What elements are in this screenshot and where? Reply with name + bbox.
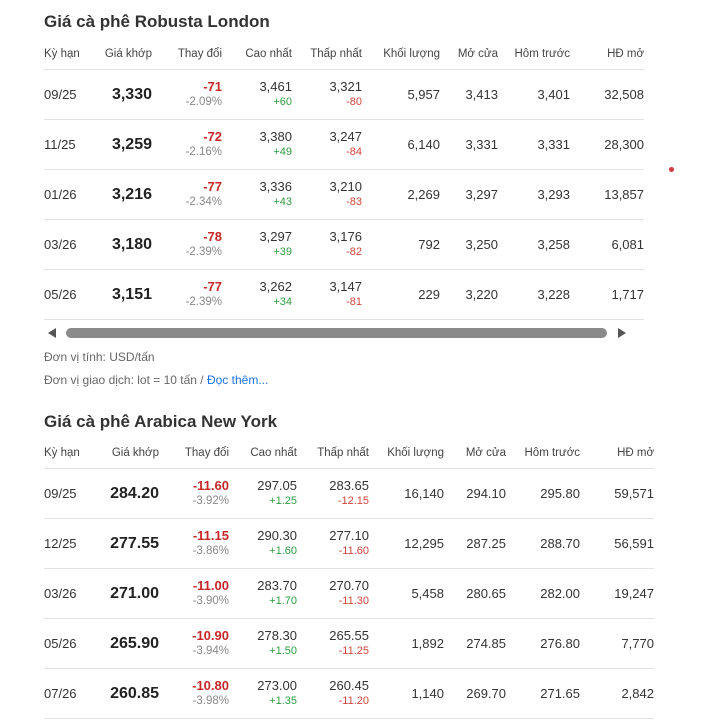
col-header-low: Thấp nhất — [292, 38, 362, 70]
low-value: 3,210 — [329, 179, 362, 194]
arabica-section — [44, 412, 632, 432]
change-percent: -3.98% — [192, 695, 229, 707]
volume-cell: 16,140 — [369, 469, 444, 519]
price-cell: 265.90 — [94, 619, 159, 669]
change-cell — [152, 70, 222, 120]
arabica-header-row — [44, 437, 654, 469]
change-value: -77 — [203, 179, 222, 194]
open-cell: 274.85 — [444, 619, 506, 669]
term-cell: 05/26 — [44, 270, 94, 320]
high-diff: +60 — [273, 96, 292, 108]
col-header-change: Thay đổi — [152, 38, 222, 70]
table-row — [44, 619, 654, 669]
arabica-table — [44, 437, 654, 719]
scroll-left-arrow-icon[interactable] — [48, 328, 56, 338]
robusta-table — [44, 38, 644, 320]
high-value: 3,461 — [259, 79, 292, 94]
high-diff: +1.35 — [269, 695, 297, 707]
table-row — [44, 669, 654, 719]
high-value: 283.70 — [257, 578, 297, 593]
col-header-change: Thay đổi — [159, 437, 229, 469]
change-cell — [152, 170, 222, 220]
high-cell — [229, 469, 297, 519]
high-diff: +1.60 — [269, 545, 297, 557]
change-cell — [152, 220, 222, 270]
prev-cell: 271.65 — [506, 669, 580, 719]
low-value: 283.65 — [329, 478, 369, 493]
low-cell — [297, 469, 369, 519]
price-cell: 277.55 — [94, 519, 159, 569]
change-value: -10.90 — [192, 628, 229, 643]
low-cell — [297, 519, 369, 569]
price-cell: 3,216 — [94, 170, 152, 220]
high-value: 3,336 — [259, 179, 292, 194]
low-diff: -12.15 — [337, 495, 369, 507]
arabica-title: Giá cà phê Arabica New York — [44, 412, 278, 431]
high-value: 273.00 — [257, 678, 297, 693]
change-value: -78 — [203, 229, 222, 244]
change-percent: -2.34% — [185, 196, 222, 208]
change-value: -77 — [203, 279, 222, 294]
low-cell — [292, 170, 362, 220]
table-row — [44, 519, 654, 569]
col-header-volume: Khối lượng — [369, 437, 444, 469]
change-percent: -3.86% — [192, 545, 229, 557]
low-cell — [297, 569, 369, 619]
open-interest-cell: 28,300 — [570, 120, 644, 170]
open-cell: 269.70 — [444, 669, 506, 719]
high-value: 3,380 — [259, 129, 292, 144]
col-header-open: Mở cửa — [440, 38, 498, 70]
high-cell — [222, 170, 292, 220]
open-cell: 287.25 — [444, 519, 506, 569]
change-percent: -3.90% — [192, 595, 229, 607]
volume-cell: 5,458 — [369, 569, 444, 619]
change-value: -10.80 — [192, 678, 229, 693]
col-header-prev: Hôm trước — [498, 38, 570, 70]
high-value: 3,297 — [259, 229, 292, 244]
open-cell: 294.10 — [444, 469, 506, 519]
open-cell: 3,220 — [440, 270, 498, 320]
low-diff: -11.25 — [338, 645, 369, 657]
table-row — [44, 270, 644, 320]
prev-cell: 3,401 — [498, 70, 570, 120]
change-value: -11.00 — [192, 578, 229, 593]
high-diff: +34 — [273, 296, 292, 308]
open-cell: 3,250 — [440, 220, 498, 270]
scroll-right-arrow-icon[interactable] — [618, 328, 626, 338]
low-value: 3,247 — [329, 129, 362, 144]
col-header-high: Cao nhất — [222, 38, 292, 70]
lot-note-text: Đơn vị giao dịch: lot = 10 tấn / — [44, 373, 207, 387]
low-cell — [292, 220, 362, 270]
low-cell — [292, 270, 362, 320]
volume-cell: 6,140 — [362, 120, 440, 170]
col-header-open: Mở cửa — [444, 437, 506, 469]
open-interest-cell: 1,717 — [570, 270, 644, 320]
high-cell — [229, 569, 297, 619]
prev-cell: 3,258 — [498, 220, 570, 270]
high-value: 297.05 — [257, 478, 297, 493]
term-cell: 09/25 — [44, 70, 94, 120]
volume-cell: 1,892 — [369, 619, 444, 669]
high-value: 290.30 — [257, 528, 297, 543]
volume-cell: 792 — [362, 220, 440, 270]
term-cell: 07/26 — [44, 669, 94, 719]
table-row — [44, 569, 654, 619]
term-cell: 03/26 — [44, 569, 94, 619]
high-value: 278.30 — [257, 628, 297, 643]
high-diff: +1.25 — [269, 495, 297, 507]
high-cell — [222, 70, 292, 120]
change-cell — [159, 469, 229, 519]
robusta-table-body — [44, 70, 644, 320]
col-header-high: Cao nhất — [229, 437, 297, 469]
change-cell — [159, 619, 229, 669]
col-header-price: Giá khớp — [94, 437, 159, 469]
table-row — [44, 469, 654, 519]
prev-cell: 295.80 — [506, 469, 580, 519]
arabica-table-body — [44, 469, 654, 719]
robusta-table-wrap — [44, 38, 644, 320]
change-cell — [159, 519, 229, 569]
change-percent: -2.09% — [185, 96, 222, 108]
volume-cell: 1,140 — [369, 669, 444, 719]
open-cell: 3,413 — [440, 70, 498, 120]
col-header-prev: Hôm trước — [506, 437, 580, 469]
open-interest-cell: 59,571 — [580, 469, 654, 519]
robusta-table-scroll[interactable] — [44, 38, 644, 320]
table-row — [44, 170, 644, 220]
high-cell — [229, 519, 297, 569]
table-row — [44, 220, 644, 270]
low-diff: -84 — [346, 146, 362, 158]
prev-cell: 276.80 — [506, 619, 580, 669]
change-value: -72 — [203, 129, 222, 144]
robusta-section — [44, 12, 632, 32]
price-cell: 3,259 — [94, 120, 152, 170]
volume-cell: 12,295 — [369, 519, 444, 569]
change-percent: -3.92% — [192, 495, 229, 507]
low-cell — [292, 70, 362, 120]
robusta-header-row — [44, 38, 644, 70]
change-percent: -2.39% — [185, 246, 222, 258]
read-more-link[interactable]: Đọc thêm... — [206, 373, 269, 387]
low-value: 277.10 — [329, 528, 369, 543]
change-cell — [159, 669, 229, 719]
col-header-oi: HĐ mở — [570, 38, 644, 70]
price-cell: 260.85 — [94, 669, 159, 719]
change-percent: -2.16% — [185, 146, 222, 158]
red-dot-marker — [669, 167, 674, 172]
col-header-low: Thấp nhất — [297, 437, 369, 469]
low-cell — [297, 669, 369, 719]
col-header-oi: HĐ mở — [580, 437, 654, 469]
low-value: 260.45 — [329, 678, 369, 693]
open-interest-cell: 32,508 — [570, 70, 644, 120]
change-cell — [152, 270, 222, 320]
change-percent: -2.39% — [185, 296, 222, 308]
col-header-price: Giá khớp — [94, 38, 152, 70]
price-cell: 3,180 — [94, 220, 152, 270]
open-cell: 280.65 — [444, 569, 506, 619]
low-diff: -82 — [346, 246, 362, 258]
low-value: 3,176 — [329, 229, 362, 244]
col-header-term: Kỳ hạn — [44, 38, 94, 70]
high-diff: +1.70 — [269, 595, 297, 607]
change-cell — [152, 120, 222, 170]
price-cell: 3,151 — [94, 270, 152, 320]
high-cell — [222, 220, 292, 270]
low-diff: -11.30 — [338, 595, 369, 607]
open-interest-cell: 19,247 — [580, 569, 654, 619]
lot-note — [44, 373, 268, 387]
high-value: 3,262 — [259, 279, 292, 294]
change-cell — [159, 569, 229, 619]
unit-note: Đơn vị tính: USD/tấn — [44, 350, 155, 364]
high-cell — [222, 270, 292, 320]
open-interest-cell: 13,857 — [570, 170, 644, 220]
low-cell — [292, 120, 362, 170]
prev-cell: 3,228 — [498, 270, 570, 320]
low-diff: -81 — [346, 296, 362, 308]
open-cell: 3,331 — [440, 120, 498, 170]
prev-cell: 3,331 — [498, 120, 570, 170]
change-percent: -3.94% — [192, 645, 229, 657]
open-cell: 3,297 — [440, 170, 498, 220]
low-cell — [297, 619, 369, 669]
high-diff: +39 — [273, 246, 292, 258]
low-diff: -11.20 — [338, 695, 369, 707]
low-value: 270.70 — [329, 578, 369, 593]
low-diff: -11.60 — [338, 545, 369, 557]
term-cell: 11/25 — [44, 120, 94, 170]
volume-cell: 2,269 — [362, 170, 440, 220]
high-cell — [222, 120, 292, 170]
low-value: 265.55 — [329, 628, 369, 643]
low-value: 3,321 — [329, 79, 362, 94]
low-diff: -80 — [346, 96, 362, 108]
prev-cell: 3,293 — [498, 170, 570, 220]
high-cell — [229, 619, 297, 669]
price-cell: 3,330 — [94, 70, 152, 120]
scrollbar-thumb[interactable] — [66, 328, 607, 338]
change-value: -11.60 — [192, 478, 229, 493]
open-interest-cell: 7,770 — [580, 619, 654, 669]
low-diff: -83 — [346, 196, 362, 208]
prev-cell: 282.00 — [506, 569, 580, 619]
col-header-term: Kỳ hạn — [44, 437, 94, 469]
high-diff: +1.50 — [269, 645, 297, 657]
high-diff: +49 — [273, 146, 292, 158]
table-row — [44, 120, 644, 170]
term-cell: 12/25 — [44, 519, 94, 569]
change-value: -11.15 — [192, 528, 229, 543]
high-cell — [229, 669, 297, 719]
term-cell: 01/26 — [44, 170, 94, 220]
high-diff: +43 — [273, 196, 292, 208]
term-cell: 03/26 — [44, 220, 94, 270]
open-interest-cell: 56,591 — [580, 519, 654, 569]
term-cell: 05/26 — [44, 619, 94, 669]
table-row — [44, 70, 644, 120]
volume-cell: 5,957 — [362, 70, 440, 120]
arabica-table-scroll[interactable] — [44, 437, 654, 719]
low-value: 3,147 — [329, 279, 362, 294]
price-cell: 271.00 — [94, 569, 159, 619]
prev-cell: 288.70 — [506, 519, 580, 569]
volume-cell: 229 — [362, 270, 440, 320]
robusta-horizontal-scrollbar[interactable] — [46, 326, 628, 340]
arabica-table-wrap — [44, 437, 654, 719]
open-interest-cell: 2,842 — [580, 669, 654, 719]
open-interest-cell: 6,081 — [570, 220, 644, 270]
price-cell: 284.20 — [94, 469, 159, 519]
term-cell: 09/25 — [44, 469, 94, 519]
col-header-volume: Khối lượng — [362, 38, 440, 70]
change-value: -71 — [203, 79, 222, 94]
robusta-title: Giá cà phê Robusta London — [44, 12, 270, 31]
